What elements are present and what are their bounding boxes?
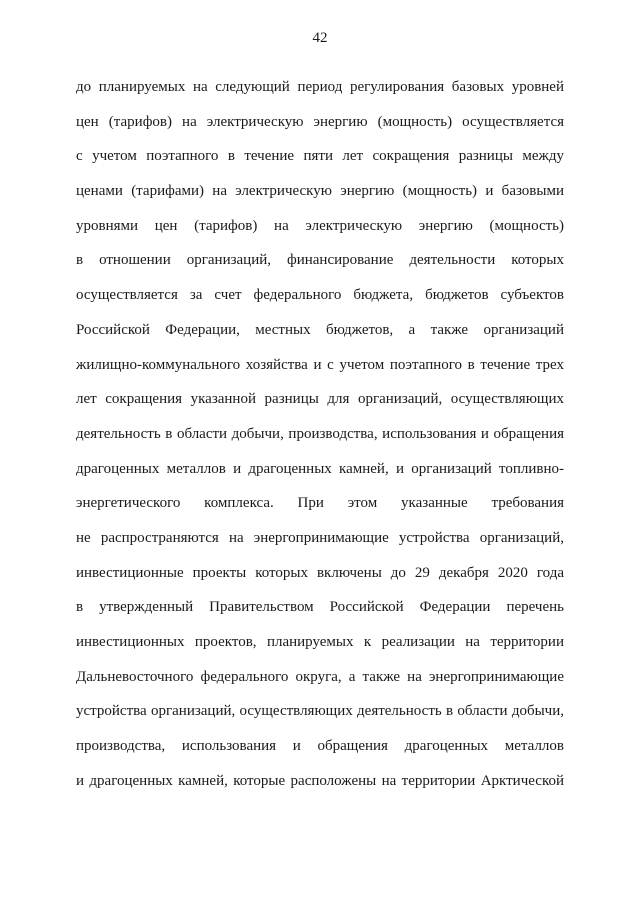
text-line: цен (тарифов) на электрическую энергию (мощность) осуществляется bbox=[76, 113, 564, 130]
text-line: устройства организаций, осуществляющих деятельность в области добычи, bbox=[76, 703, 564, 720]
text-line: ценами (тарифами) на электрическую энергию (мощность) и базовыми bbox=[76, 183, 564, 200]
text-line: энергетического комплекса. При этом указанные требования bbox=[76, 495, 564, 512]
text-line: драгоценных металлов и драгоценных камней, и организаций топливно- bbox=[76, 460, 564, 477]
text-line: жилищно-коммунального хозяйства и с учетом поэтапного в течение трех bbox=[76, 356, 564, 373]
text-line: Дальневосточного федерального округа, а также на энергопринимающие bbox=[76, 668, 564, 685]
text-line: Российской Федерации, местных бюджетов, а также организаций bbox=[76, 321, 564, 338]
text-line: осуществляется за счет федерального бюджета, бюджетов субъектов bbox=[76, 287, 564, 304]
text-line: в утвержденный Правительством Российской Федерации перечень bbox=[76, 599, 564, 616]
text-line: в отношении организаций, финансирование деятельности которых bbox=[76, 252, 564, 269]
page-number: 42 bbox=[312, 30, 328, 46]
text-line: и драгоценных камней, которые расположены на территории Арктической bbox=[76, 772, 564, 789]
text-line: лет сокращения указанной разницы для организаций, осуществляющих bbox=[76, 391, 564, 408]
body-text bbox=[76, 70, 564, 798]
text-line: не распространяются на энергопринимающие устройства организаций, bbox=[76, 529, 564, 546]
text-line: инвестиционные проекты которых включены до 29 декабря 2020 года bbox=[76, 564, 564, 581]
text-line: инвестиционных проектов, планируемых к реализации на территории bbox=[76, 634, 564, 650]
text-line: деятельность в области добычи, производства, использования и обращения bbox=[76, 425, 564, 442]
text-line: производства, использования и обращения драгоценных металлов bbox=[76, 738, 564, 755]
text-line: до планируемых на следующий период регулирования базовых уровней bbox=[76, 79, 564, 95]
text-line: с учетом поэтапного в течение пяти лет сокращения разницы между bbox=[76, 148, 564, 165]
text-line: уровнями цен (тарифов) на электрическую энергию (мощность) bbox=[76, 217, 564, 234]
